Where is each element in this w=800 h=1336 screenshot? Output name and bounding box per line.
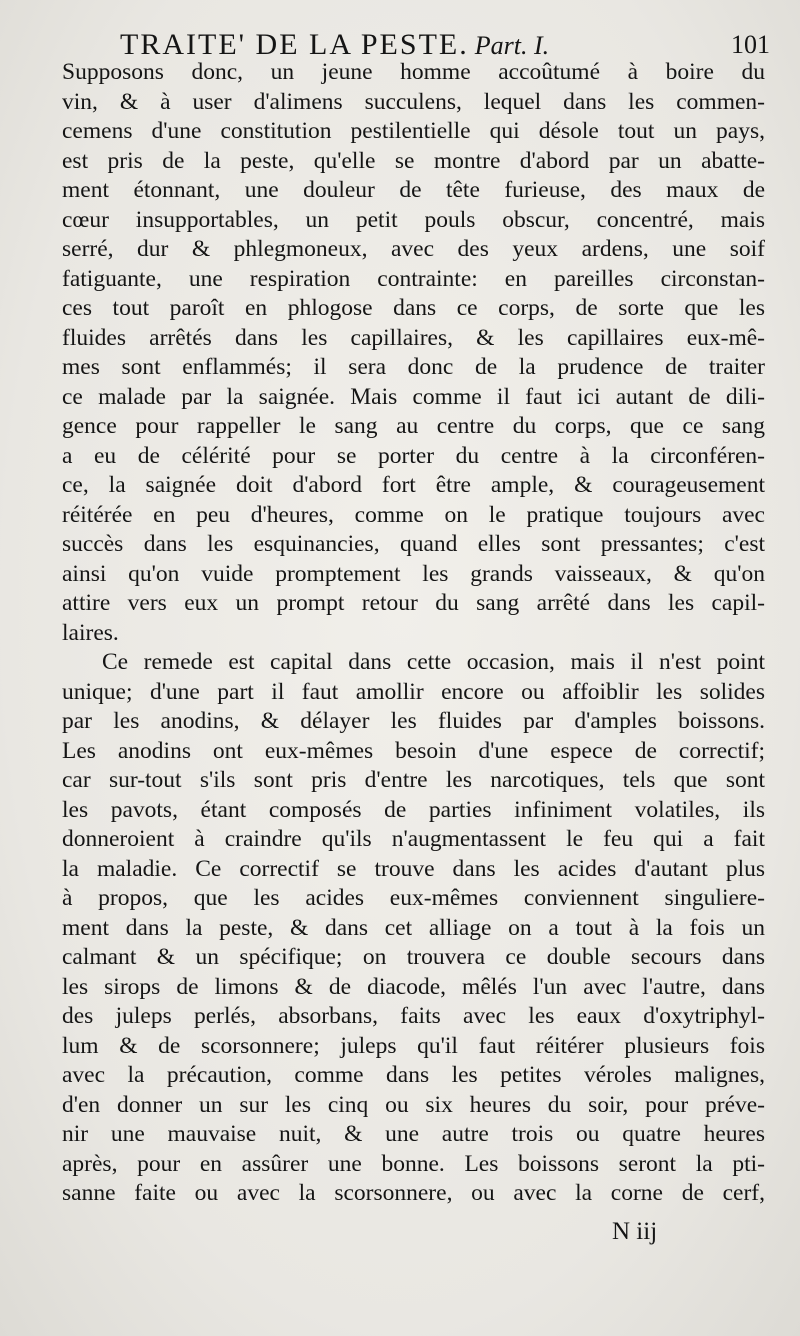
text-line: la maladie. Ce correctif se trouve dans les acides d'autant plus [62,855,765,882]
text-line: Ce remede est capital dans cette occasion, mais il n'est point [102,649,765,675]
part-label: Part. I. [474,31,550,60]
text-line: avec la précaution, comme dans les petites véroles malignes, [62,1062,765,1088]
body-text [62,58,765,1209]
text-line: serré, dur & phlegmoneux, avec des yeux ardens, une soif [62,236,765,262]
signature-mark: N iij [612,1218,658,1245]
text-line: ce, la saignée doit d'abord fort être ample, & courageusement [62,472,765,498]
text-line: après, pour en assûrer une bonne. Les boissons seront la pti- [62,1150,765,1177]
text-line: ces tout paroît en phlogose dans ce corps, de sorte que les [62,295,765,321]
text-line: les pavots, étant composés de parties infiniment volatiles, ils [62,796,765,823]
text-line: ce malade par la saignée. Mais comme il faut ici autant de dili- [62,383,765,410]
text-line: laires. [62,619,119,646]
text-line: Supposons donc, un jeune homme accoûtumé à boire du [62,59,765,85]
text-line: attire vers eux un prompt retour du sang arrêté dans les capil- [62,590,765,616]
text-line: d'en donner un sur les cinq ou six heures du soir, pour préve- [62,1091,765,1118]
text-line: lum & de scorsonnere; juleps qu'il faut réitérer plusieurs fois [62,1032,765,1059]
text-line: par les anodins, & délayer les fluides par d'amples boissons. [62,708,765,734]
text-line: a eu de célérité pour se porter du centre à la circonféren- [62,442,765,469]
text-line: car sur-tout s'ils sont pris d'entre les narcotiques, tels que sont [62,767,765,793]
running-title: TRAITE' DE LA PESTE. [120,28,469,61]
text-line: nir une mauvaise nuit, & une autre trois ou quatre heures [62,1121,765,1147]
text-line: Les anodins ont eux-mêmes besoin d'une espece de correctif; [62,737,765,764]
text-line: fatiguante, une respiration contrainte: en pareilles circonstan- [62,265,765,292]
page-number: 101 [731,30,770,59]
text-line: mes sont enflammés; il sera donc de la prudence de traiter [62,354,765,380]
text-line: unique; d'une part il faut amollir encore ou affoiblir les solides [62,678,765,705]
text-line: calmant & un spécifique; on trouvera ce double secours dans [62,944,765,970]
text-line: fluides arrêtés dans les capillaires, & les capillaires eux-mê- [62,324,765,351]
text-line: sanne faite ou avec la scorsonnere, ou avec la corne de cerf, [62,1180,765,1206]
text-line: des juleps perlés, absorbans, faits avec les eaux d'oxytriphyl- [62,1003,765,1029]
text-line: cœur insupportables, un petit pouls obscur, concentré, mais [62,206,765,233]
text-line: est pris de la peste, qu'elle se montre d'abord par un abatte- [62,147,765,174]
text-line: gence pour rappeller le sang au centre du corps, que ce sang [62,413,765,439]
text-line: les sirops de limons & de diacode, mêlés l'un avec l'autre, dans [62,973,765,1000]
text-line: à propos, que les acides eux-mêmes conviennent singuliere- [62,885,765,911]
text-line: donneroient à craindre qu'ils n'augmentassent le feu qui a fait [62,826,765,852]
text-line: ment dans la peste, & dans cet alliage on a tout à la fois un [62,914,765,941]
text-line: vin, & à user d'alimens succulens, lequel dans les commen- [62,88,765,115]
text-line: ment étonnant, une douleur de tête furieuse, des maux de [62,177,765,203]
text-line: cemens d'une constitution pestilentielle qui désole tout un pays, [62,118,765,144]
text-line: réitérée en peu d'heures, comme on le pratique toujours avec [62,501,765,528]
text-line: succès dans les esquinancies, quand elles sont pressantes; c'est [62,531,765,557]
text-line: ainsi qu'on vuide promptement les grands vaisseaux, & qu'on [62,560,765,587]
